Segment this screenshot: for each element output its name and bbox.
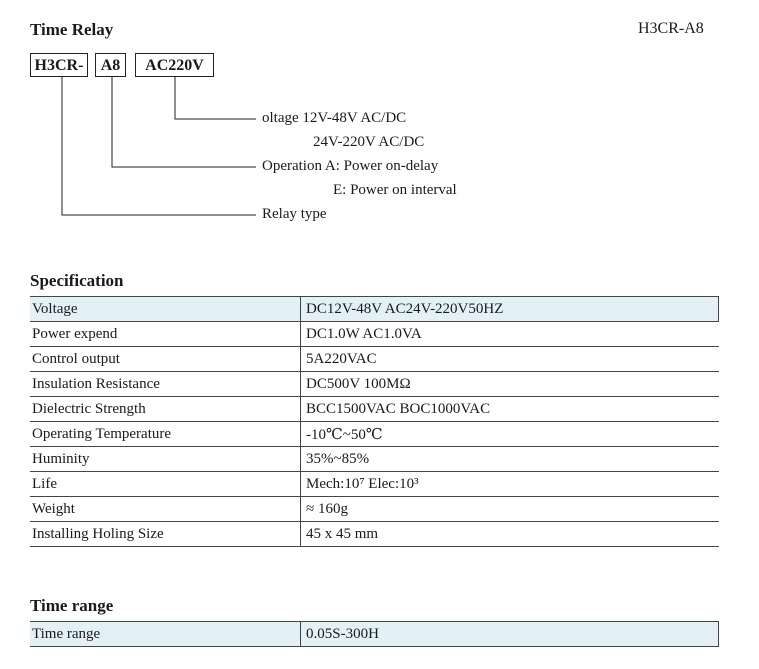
row-label: Huminity [30,447,301,472]
table-row [30,447,719,472]
code-box-series: H3CR- [30,53,88,77]
row-label: Insulation Resistance [30,372,301,397]
row-value: DC500V 100MΩ [301,372,719,397]
row-value: DC1.0W AC1.0VA [301,322,719,347]
model-number: H3CR-A8 [638,20,704,37]
table-row [30,372,719,397]
operation-connector [112,77,256,167]
row-label: Time range [30,622,301,647]
row-label: Operating Temperature [30,422,301,447]
row-value: 0.05S-300H [301,622,719,647]
row-label: Weight [30,497,301,522]
row-value: 45 x 45 mm [301,522,719,547]
code-box-voltage: AC220V [135,53,214,77]
row-label: Power expend [30,322,301,347]
operation-label-2: E: Power on interval [333,182,457,198]
voltage-label-2: 24V-220V AC/DC [313,134,425,150]
voltage-label: oltage 12V-48V AC/DC [262,110,407,126]
row-value: DC12V-48V AC24V-220V50HZ [301,297,719,322]
timerange-heading: Time range [30,596,114,615]
table-row [30,397,719,422]
table-row [30,297,719,322]
type-label: Relay type [262,206,327,222]
code-box-operation: A8 [95,53,126,77]
table-row [30,622,719,647]
row-value: -10℃~50℃ [301,422,719,447]
table-row [30,522,719,547]
voltage-connector [175,77,256,119]
table-row [30,322,719,347]
row-label: Voltage [30,297,301,322]
row-value: 5A220VAC [301,347,719,372]
spec-table [30,296,719,547]
row-label: Control output [30,347,301,372]
row-value: 35%~85% [301,447,719,472]
timerange-table [30,621,719,647]
table-row [30,347,719,372]
spec-heading: Specification [30,271,124,290]
table-row [30,497,719,522]
row-label: Installing Holing Size [30,522,301,547]
row-value: Mech:10⁷ Elec:10³ [301,472,719,497]
table-row [30,472,719,497]
row-value: ≈ 160g [301,497,719,522]
table-row [30,422,719,447]
row-label: Dielectric Strength [30,397,301,422]
row-value: BCC1500VAC BOC1000VAC [301,397,719,422]
operation-label: Operation A: Power on-delay [262,158,439,174]
row-label: Life [30,472,301,497]
type-connector [62,77,256,215]
page-title: Time Relay [30,20,114,39]
